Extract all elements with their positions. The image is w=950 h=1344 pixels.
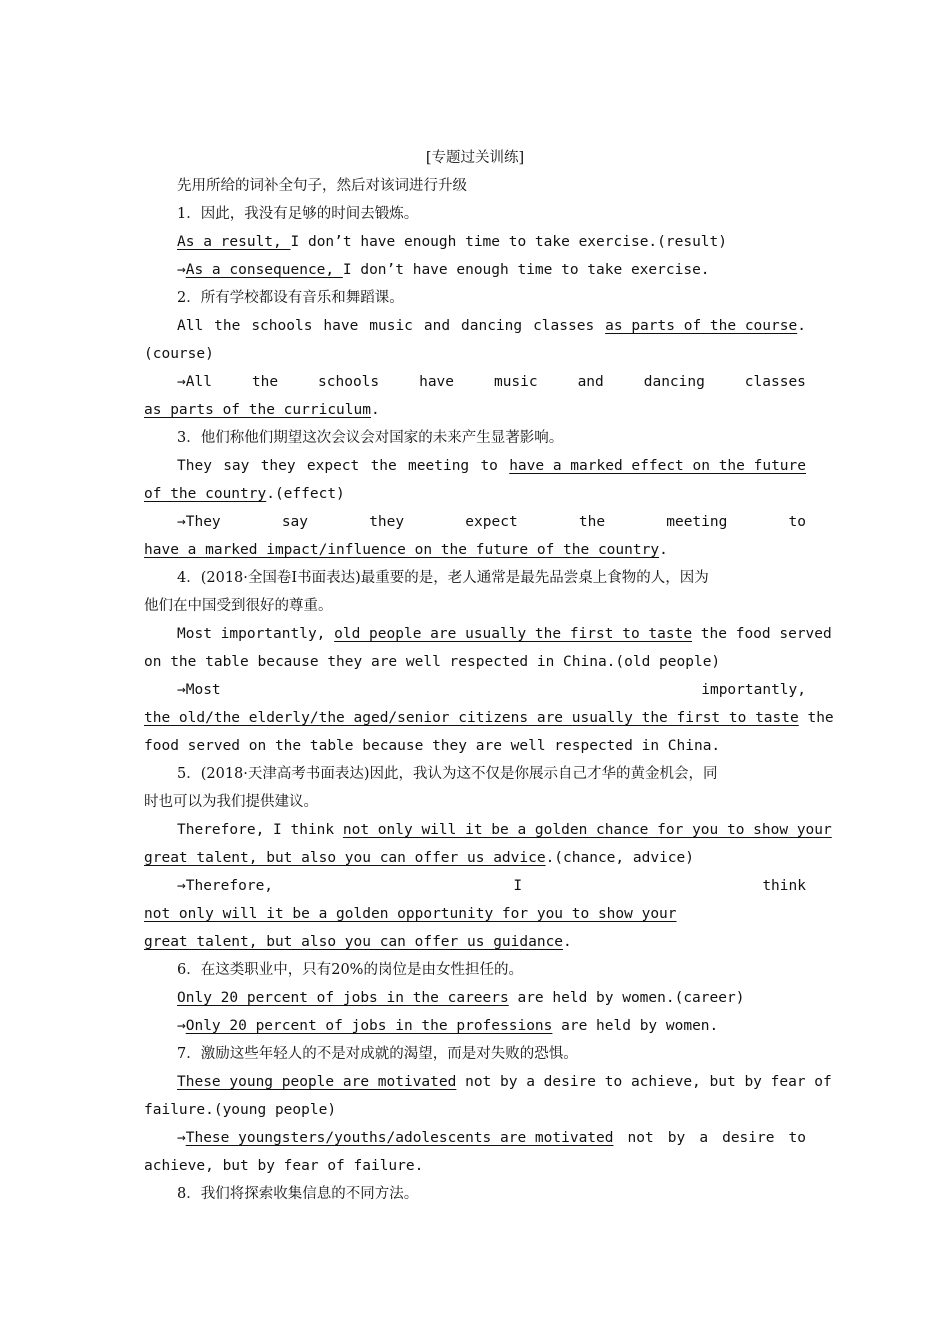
q3-upgrade-line1: →They say they expect the meeting to [177,514,806,530]
q1-chinese: 1．因此，我没有足够的时间去锻炼。 [177,206,419,222]
q3-sentence-line1: They say they expect the meeting to have a marked effect on the future [177,452,806,480]
q5-answer-part2: great talent, but also you can offer us advice [144,850,546,866]
q7-sentence-line2: failure.(young people) [144,1102,337,1118]
q2-sentence-line1: All the schools have music and dancing classes as parts of the course. [177,318,806,334]
q7-answer: These young people are motivated [177,1074,457,1090]
q5-upgrade-answer-part1: not only will it be a golden opportunity for you to show your [144,906,677,922]
q5-chinese-line1: 5．(2018·天津高考书面表达)因此，我认为这不仅是你展示自己才华的黄金机会，同 [177,766,718,782]
q3-answer-part1: have a marked effect on the future [509,458,806,474]
q3-sentence-line2: of the country.(effect) [144,486,345,502]
q3-answer-part2: of the country [144,486,267,502]
q4-sentence-line2: on the table because they are well respected in China.(old people) [144,654,721,670]
q7-upgrade-answer: These youngsters/youths/adolescents are motivated [185,1130,614,1146]
q5-sentence-line2: great talent, but also you can offer us advice.(chance, advice) [144,850,694,866]
q2-answer: as parts of the course [605,318,798,334]
arrow-icon: → [177,1018,186,1034]
q5-answer-part1: not only will it be a golden chance for you to show your [342,822,832,838]
q4-upgrade-answer: the old/the elderly/the aged/senior citizens are usually the first to taste [144,710,799,726]
q2-chinese: 2．所有学校都设有音乐和舞蹈课。 [177,290,404,306]
q4-answer: old people are usually the first to taste [334,626,693,642]
q4-upgrade-line2: the old/the elderly/the aged/senior citizens are usually the first to taste the [144,710,834,726]
q1-answer: As a result, [177,234,291,250]
q8-chinese: 8．我们将探索收集信息的不同方法。 [177,1186,419,1202]
q2-upgrade-line1: →All the schools have music and dancing classes [177,374,806,390]
q4-upgrade-line3: food served on the table because they are well respected in China. [144,738,721,754]
arrow-icon: → [177,1130,186,1146]
q6-chinese: 6．在这类职业中，只有20%的岗位是由女性担任的。 [177,962,523,978]
section-title: [专题过关训练] [425,150,525,166]
q3-upgrade-line2: have a marked impact/influence on the future of the country. [144,542,668,558]
q5-upgrade-line1: →Therefore, I think [177,878,806,894]
q7-upgrade-line1: →These youngsters/youths/adolescents are motivated not by a desire to [177,1130,806,1146]
q5-chinese-line2: 时也可以为我们提供建议。 [144,794,318,810]
q1-upgrade: →As a consequence, I don’t have enough time to take exercise. [177,262,710,278]
q6-upgrade: →Only 20 percent of jobs in the professions are held by women. [177,1018,719,1034]
q5-upgrade-answer-part2: great talent, but also you can offer us guidance [144,934,564,950]
q5-upgrade-line2 [144,900,806,928]
q4-sentence-line1: Most importantly, old people are usually the first to taste the food served [177,626,832,642]
q2-upgrade-answer: as parts of the curriculum [144,402,371,418]
q6-answer: Only 20 percent of jobs in the careers [177,990,509,1006]
q4-chinese-line2: 他们在中国受到很好的尊重。 [144,598,333,614]
q3-chinese: 3．他们称他们期望这次会议会对国家的未来产生显著影响。 [177,430,564,446]
q1-sentence: As a result, I don’t have enough time to take exercise.(result) [177,234,727,250]
q6-upgrade-answer: Only 20 percent of jobs in the professions [185,1018,553,1034]
q7-sentence-line1: These young people are motivated not by a desire to achieve, but by fear of [177,1074,832,1090]
q7-chinese: 7．激励这些年轻人的不是对成就的渴望，而是对失败的恐惧。 [177,1046,578,1062]
q2-upgrade-line2: as parts of the curriculum. [144,402,380,418]
instruction: 先用所给的词补全句子，然后对该词进行升级 [177,178,467,194]
q5-upgrade-line3: great talent, but also you can offer us guidance. [144,934,572,950]
q3-upgrade-answer: have a marked impact/influence on the future of the country [144,542,660,558]
arrow-icon: → [177,262,186,278]
q6-sentence: Only 20 percent of jobs in the careers are held by women.(career) [177,990,745,1006]
q1-upgrade-answer: As a consequence, [185,262,343,278]
q5-sentence-line1: Therefore, I think not only will it be a golden chance for you to show your [177,822,832,838]
q2-sentence-line2: (course) [144,346,214,362]
q4-chinese-line1: 4．(2018·全国卷Ⅰ书面表达)最重要的是，老人通常是最先品尝桌上食物的人，因为 [177,570,709,586]
q4-upgrade-line1: →Most importantly, [177,682,806,698]
q7-upgrade-line2: achieve, but by fear of failure. [144,1158,424,1174]
